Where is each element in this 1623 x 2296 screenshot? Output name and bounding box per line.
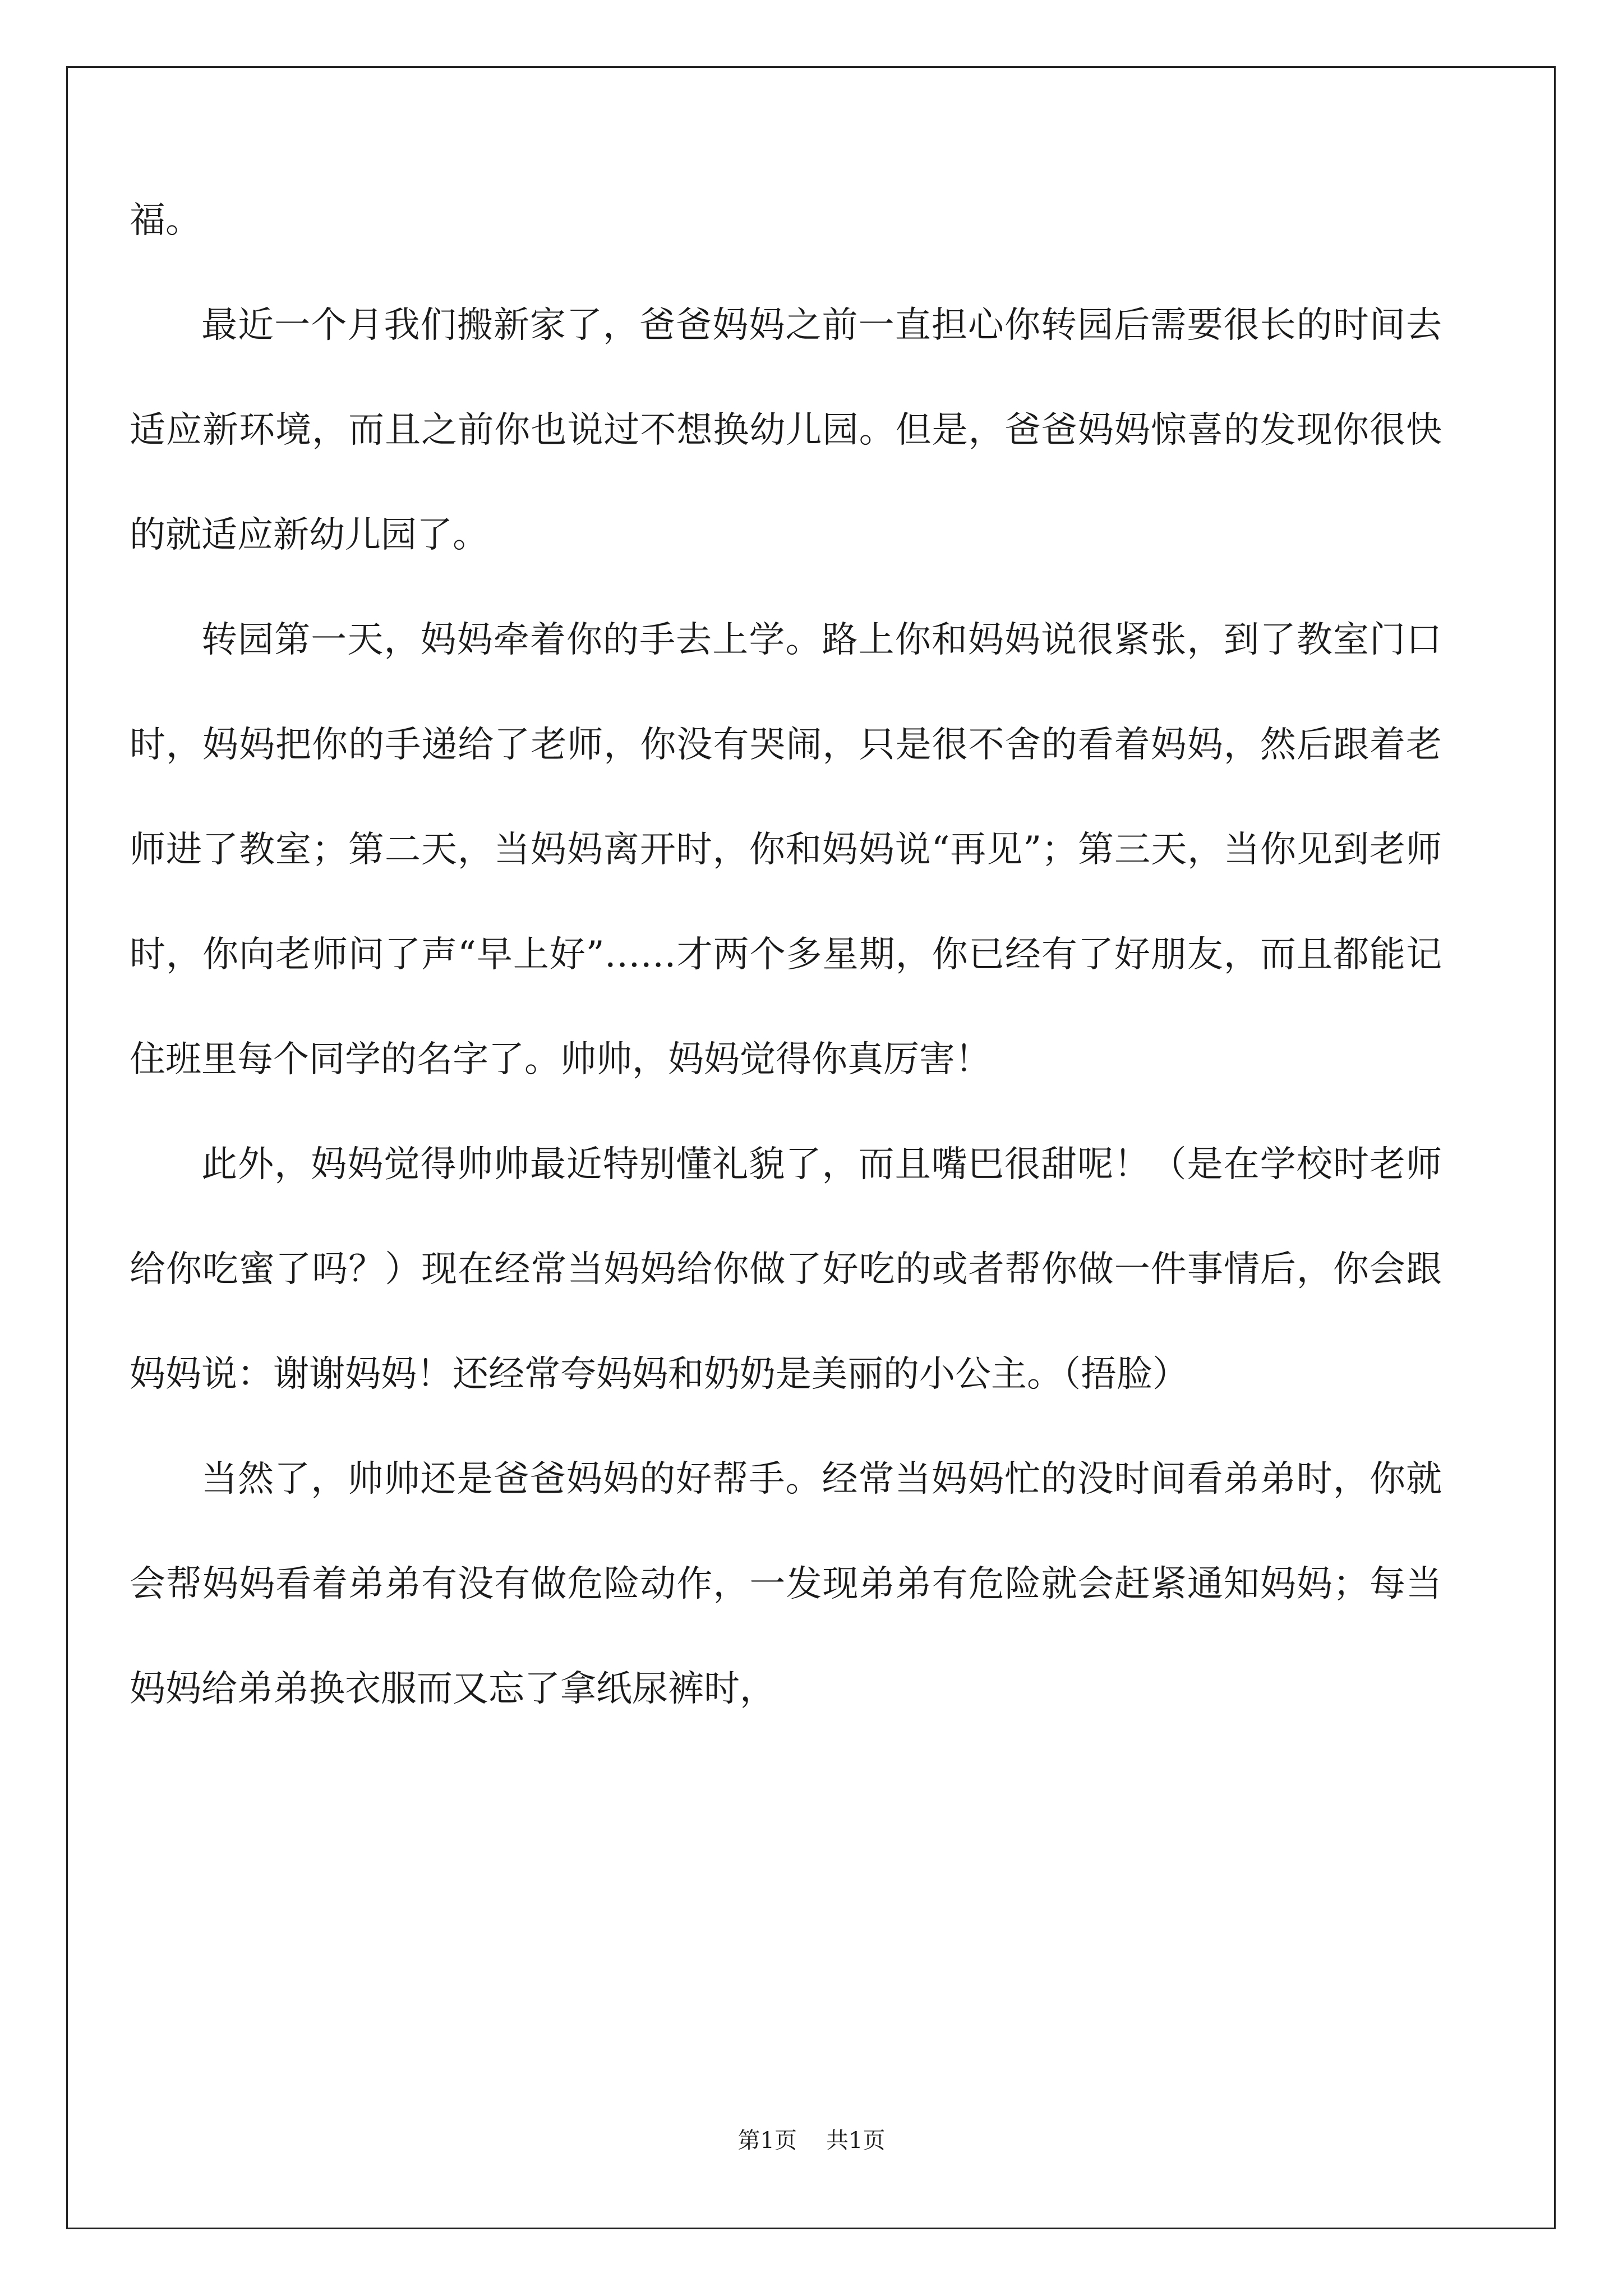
page-number-total: 共1页 (826, 2128, 886, 2154)
paragraph-moving-house: 最近一个月我们搬新家了，爸爸妈妈之前一直担心你转园后需要很长的时间去适应新环境，而且之前你也说过不想换幼儿园。但是，爸爸妈妈惊喜的发现你很快的就适应新幼儿园了。 (130, 305, 1442, 556)
paragraph-first-days: 转园第一天，妈妈牵着你的手去上学。路上你和妈妈说很紧张，到了教室门口时，妈妈把你的手递给了老师，你没有哭闹，只是很不舍的看着妈妈，然后跟着老师进了教室；第二天，当妈妈离开时，你和妈妈说“再见”；第三天，当你见到老师时，你向老师问了声“早上好”……才两个多星期，你已经有了好朋友，而且都能记住班里每个同学的名字了。帅帅，妈妈觉得你真厉害！ (130, 619, 1442, 1080)
page-footer (0, 2124, 1623, 2157)
paragraph-politeness: 此外，妈妈觉得帅帅最近特别懂礼貌了，而且嘴巴很甜呢！（是在学校时老师给你吃蜜了吗？）现在经常当妈妈给你做了好吃的或者帮你做一件事情后，你会跟妈妈说：谢谢妈妈！还经常夸妈妈和奶奶是美丽的小公主。（捂脸） (130, 1144, 1442, 1395)
paragraph-continuation: 福。 (130, 200, 201, 241)
paragraph-helper: 当然了，帅帅还是爸爸妈妈的好帮手。经常当妈妈忙的没时间看弟弟时，你就会帮妈妈看着弟弟有没有做危险动作，一发现弟弟有危险就会赶紧通知妈妈；每当妈妈给弟弟换衣服而又忘了拿纸尿裤时， (130, 1458, 1442, 1710)
page-number-current: 第1页 (737, 2128, 797, 2154)
document-body (130, 168, 1442, 1742)
